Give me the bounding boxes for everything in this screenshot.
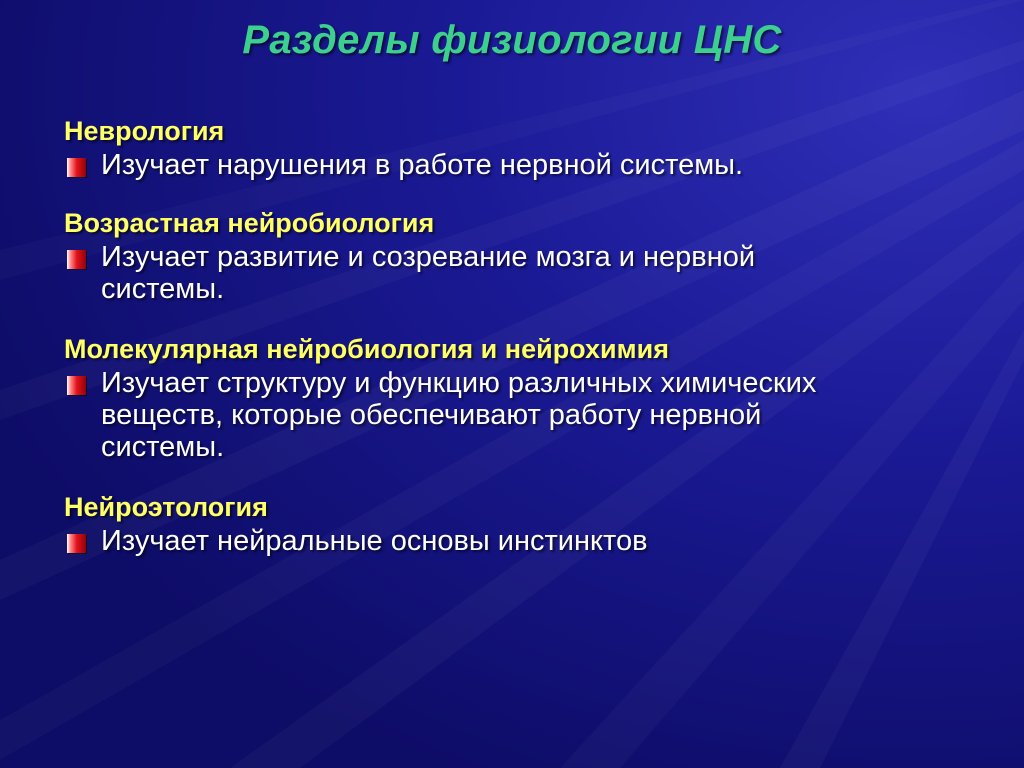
section-heading: Возрастная нейробиология: [64, 208, 435, 238]
square-bullet-icon: [67, 534, 86, 553]
section-heading: Неврология: [64, 116, 225, 146]
section-heading: Молекулярная нейробиология и нейрохимия: [64, 334, 669, 364]
sections-list: [64, 113, 984, 557]
section-neurology: [64, 113, 984, 181]
section-item-line: Изучает структуру и функцию различных химических: [101, 367, 817, 399]
section-item-line: веществ, которые обеспечивают работу нервной: [101, 399, 762, 431]
section-item-text: Изучает нейральные основы инстинктов: [101, 525, 648, 557]
section-item: [64, 525, 984, 557]
square-bullet-icon: [67, 376, 86, 395]
section-item-text: Изучает нарушения в работе нервной системы.: [101, 149, 744, 181]
section-heading: Нейроэтология: [64, 492, 268, 522]
section-neuroethology: [64, 489, 984, 557]
square-bullet-icon: [67, 250, 86, 269]
section-item-line: системы.: [101, 431, 225, 463]
section-age-neurobiology: [64, 205, 984, 305]
slide-title: Разделы физиологии ЦНС: [242, 18, 782, 62]
section-molecular-neurobiology: [64, 331, 984, 463]
square-bullet-icon: [67, 158, 86, 177]
section-item: [64, 241, 984, 305]
section-item-line: системы.: [101, 273, 225, 305]
section-item: [64, 367, 984, 463]
section-item-line: Изучает развитие и созревание мозга и нервной: [101, 241, 756, 273]
section-item: [64, 149, 984, 181]
